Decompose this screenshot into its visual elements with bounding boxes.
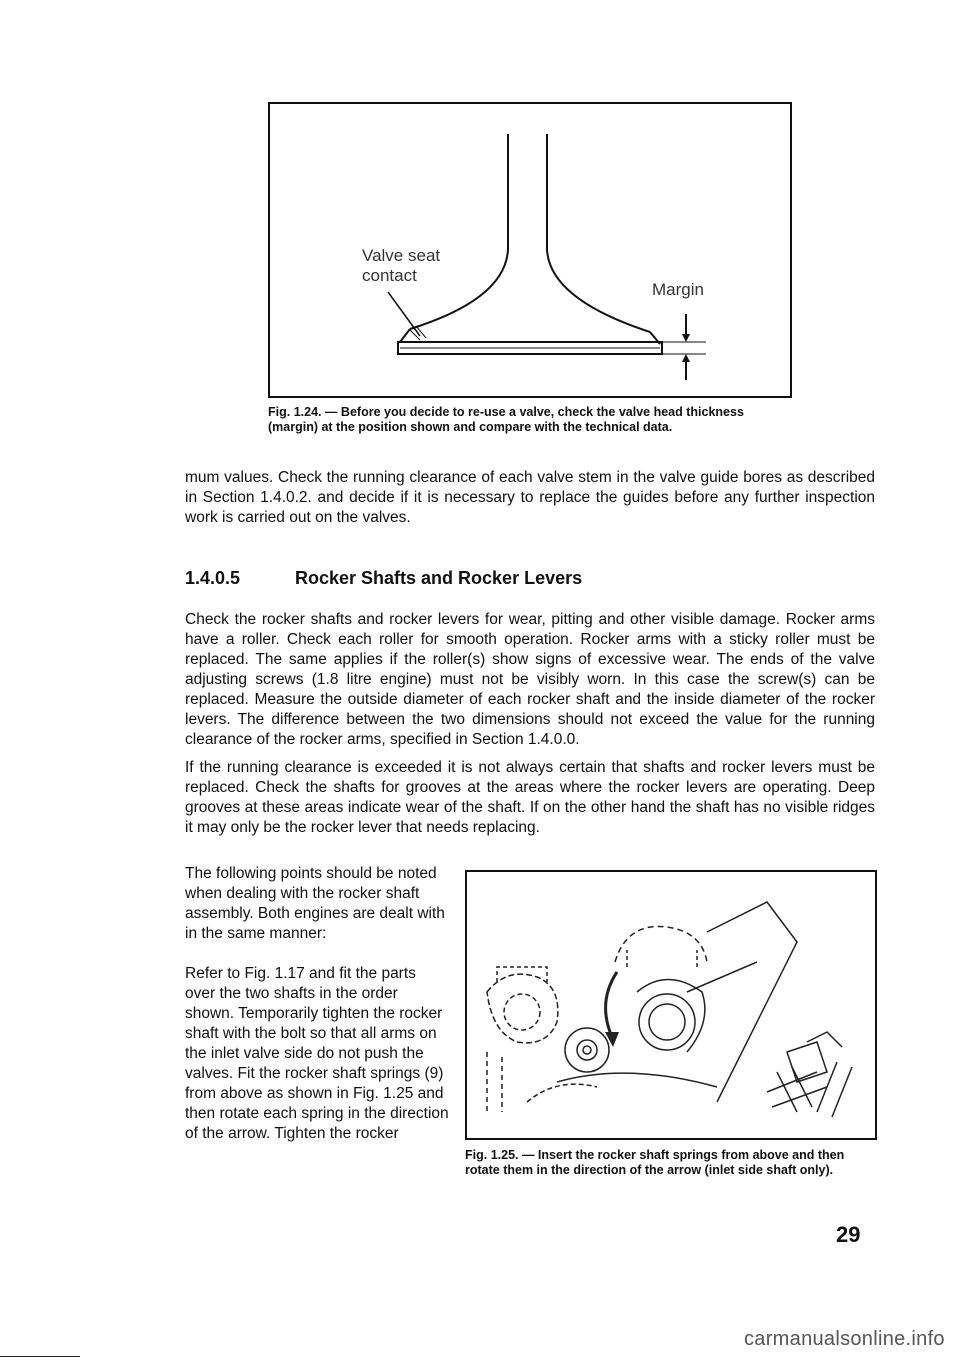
figure-1-24-caption: Fig. 1.24. — Before you decide to re-use a valve, check the valve head thickness (margin) at the position shown and compare with the technical data. xyxy=(268,405,744,434)
figure-1-24 xyxy=(268,102,792,398)
section-number: 1.4.0.5 xyxy=(185,568,241,588)
column-paragraph-notes: The following points should be noted when dealing with the rocker shaft assembly. Both engines are dealt with in the same manner: xyxy=(185,865,445,942)
label-valve-seat: Valve seat xyxy=(362,246,441,265)
left-column xyxy=(185,864,449,1152)
figure-1-25 xyxy=(465,870,877,1140)
valve-diagram xyxy=(270,104,790,396)
main-paragraphs xyxy=(185,610,875,846)
label-margin: Margin xyxy=(652,280,704,299)
section-heading xyxy=(185,568,582,589)
column-paragraph-assembly: Refer to Fig. 1.17 and fit the parts over the two shafts in the order shown. Temporarily tighten the rocker shaft with the bolt so that all arms on the inlet valve side do not push the valves. Fit the rocker shaft springs (9) from above as shown in Fig. 1.25 and then rotate each spring in the direction of the arrow. Tighten the rocker xyxy=(185,965,449,1142)
intro-paragraph: mum values. Check the running clearance of each valve stem in the valve guide bores as described in Section 1.4.0.2. and decide if it is necessary to replace the guides before any further inspection work is carried out on the valves. xyxy=(185,469,875,526)
label-contact: contact xyxy=(362,266,417,285)
section-title: Rocker Shafts and Rocker Levers xyxy=(295,568,583,588)
bottom-rule xyxy=(0,1356,80,1357)
paragraph-running-clearance: If the running clearance is exceeded it is not always certain that shafts and rocker levers must be replaced. Check the shafts for grooves at the areas where the rocker levers are operating. Deep grooves at these areas indicate wear of the shaft. If on the other hand the shaft has no visible ridges it may only be the rocker lever that needs replacing. xyxy=(185,759,875,836)
footer-url[interactable]: carmanualsonline.info xyxy=(744,1328,945,1350)
paragraph-rocker-check: Check the rocker shafts and rocker levers for wear, pitting and other visible damage. Rocker arms have a roller. Check each roller for smooth operation. Rocker arms with a sticky roller must be replaced. The same applies if the roller(s) show signs of excessive wear. The ends of the valve adjusting screws (1.8 litre engine) must not be visibly worn. In this case the screw(s) can be replaced. Measure the outside diameter of each rocker shaft and the inside diameter of the rocker levers. The difference between the two dimensions should not exceed the value for the running clearance of the rocker arms, specified in Section 1.4.0.0. xyxy=(185,611,875,748)
page-number: 29 xyxy=(836,1222,861,1247)
figure-1-25-caption: Fig. 1.25. — Insert the rocker shaft springs from above and then rotate them in the direction of the arrow (inlet side shaft only). xyxy=(465,1148,845,1177)
rocker-shaft-diagram xyxy=(467,872,875,1138)
